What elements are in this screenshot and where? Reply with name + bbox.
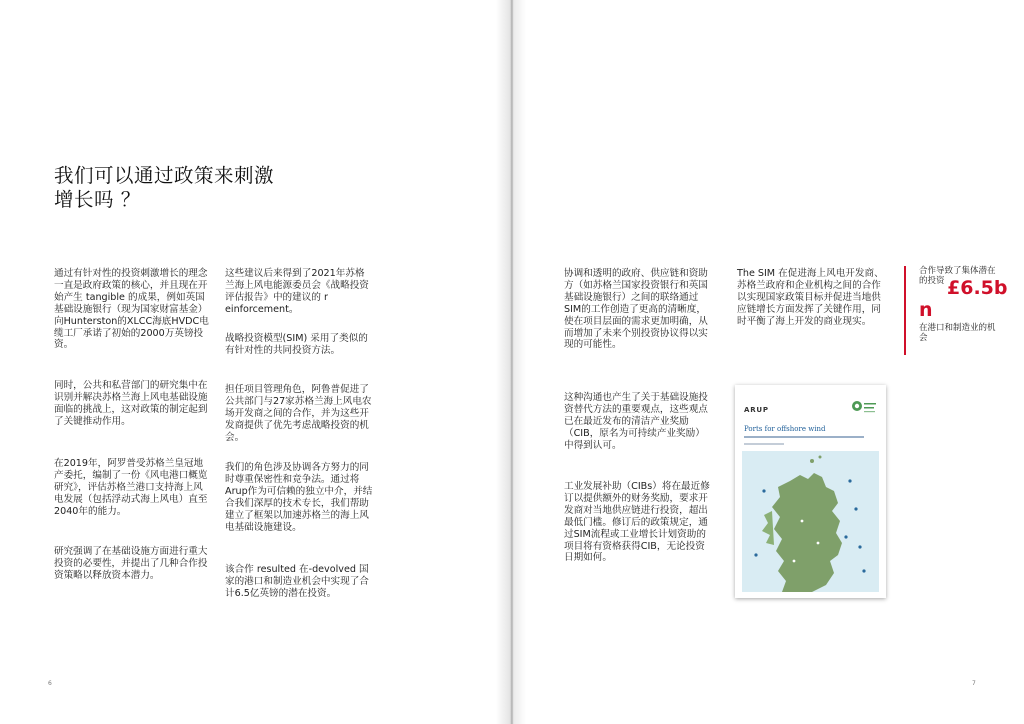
page-number-right: 7	[972, 680, 976, 687]
left-page	[0, 0, 511, 724]
page-number-left: 6	[48, 680, 52, 687]
stat-value: £6.5b	[947, 277, 1008, 299]
cover-date-line	[744, 443, 784, 445]
cover-subtitle-line	[744, 436, 864, 438]
crown-estate-logo-icon	[851, 399, 877, 419]
left-col2-para-3: 担任项目管理角色，阿鲁普促进了公共部门与27家苏格兰海上风电农场开发商之间的合作，并为这些开发商提供了优先考虑战略投资的机会。	[225, 384, 372, 443]
scotland-map-graphic	[742, 451, 879, 592]
map-icon	[742, 451, 879, 592]
cover-title: Ports for offshore wind	[744, 425, 826, 433]
page-title	[54, 164, 274, 212]
left-col2-para-2: 战略投资模型(SIM) 采用了类似的有针对性的共同投资方法。	[225, 333, 368, 356]
right-col1-para-2: 这种沟通也产生了关于基础设施投资替代方法的重要观点，这些观点已在最近发布的清洁产业奖励（CIB，原名为可持续产业奖励）中得到认可。	[564, 392, 708, 451]
right-col1-para-1: 协调和透明的政府、供应链和资助方（如苏格兰国家投资银行和英国基础设施银行）之间的联络通过SIM的工作创造了更高的清晰度，使在项目层面的需求更加明确，从而增加了未来个别投资协议得以实现的可能性。	[564, 268, 708, 351]
stat-note: 在港口和制造业的机会	[919, 323, 996, 343]
right-page	[513, 0, 1024, 724]
title-line-1: 我们可以通过政策来刺激	[54, 164, 275, 187]
left-col1-para-4: 研究强调了在基础设施方面进行重大投资的必要性，并提出了几种合作投资策略以释放资本潜力。	[54, 546, 208, 581]
right-col2-para-1: The SIM 在促进海上风电开发商、苏格兰政府和企业机构之间的合作以实现国家政策目标并促进当地供应链增长方面发挥了关键作用，同时平衡了海上开发的商业现实。	[737, 268, 884, 327]
title-line-2: 增长吗 ？	[54, 188, 141, 211]
book-gutter	[496, 0, 526, 724]
left-col2-para-1: 这些建议后来得到了2021年苏格兰海上风电能源委员会《战略投资评估报告》中的建议的 r einforcement。	[225, 268, 369, 315]
right-col1-para-3: 工业发展补助（CIBs）将在最近修订以提供额外的财务奖励，要求开发商对当地供应链进行投资，超出最低门槛。修订后的政策规定，通过SIM流程或工业增长计划资助的项目将有资格获得CIB，无论投资日期如何。	[564, 481, 710, 564]
left-col1-para-2: 同时，公共和私营部门的研究集中在识别并解决苏格兰海上风电基础设施面临的挑战上，这对政策的制定起到了关键推动作用。	[54, 380, 208, 427]
left-col1-para-1: 通过有针对性的投资刺激增长的理念一直是政府政策的核心，并且现在开始产生 tangible 的成果，例如英国基础设施银行（现为国家财富基金）向Hunterston的XLCC海底HVDC电缆工厂承诺了初始的2000万英镑投资。	[54, 268, 209, 351]
stat-label: 合作导致了集体潜在的投资	[919, 266, 996, 286]
stat-accent-rule	[904, 266, 906, 355]
left-col2-para-4: 我们的角色涉及协调各方努力的同时尊重保密性和竞争法。通过将Arup作为可信赖的独立中介，并结合我们深厚的技术专长，我们帮助建立了框架以加速苏格兰的海上风电基础设施建设。	[225, 462, 373, 533]
arup-logo: ARUP	[744, 406, 769, 414]
left-col1-para-3: 在2019年，阿罗普受苏格兰皇冠地产委托，编制了一份《风电港口概览研究》，评估苏格兰港口支持海上风电发展（包括浮动式海上风电）直至2040年的能力。	[54, 458, 208, 517]
left-col2-para-5: 该合作 resulted 在-devolved 国家的港口和制造业机会中实现了合计6.5亿英镑的潜在投资。	[225, 564, 369, 599]
stat-value-tail: n	[919, 299, 933, 321]
report-cover-image	[735, 385, 886, 598]
